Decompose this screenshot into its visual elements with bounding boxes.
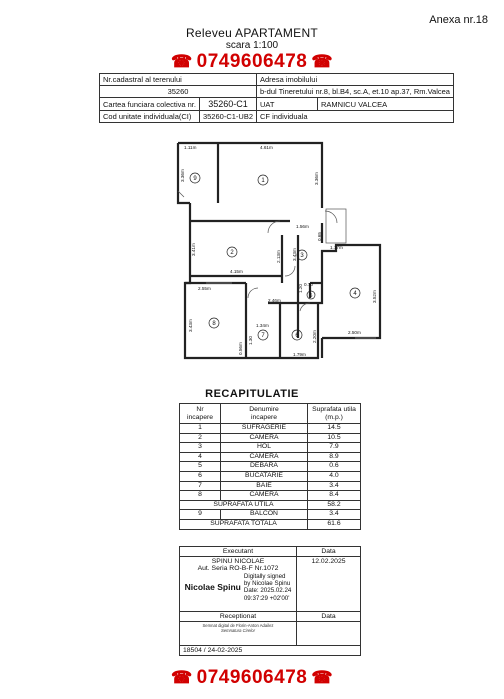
- table-row: [180, 481, 361, 491]
- room-number: 4: [353, 291, 357, 297]
- cell: 8.9: [308, 452, 361, 462]
- info-cell: CF individuala: [257, 111, 454, 123]
- recap-title: RECAPITULATIE: [205, 388, 299, 400]
- recap-table: [179, 403, 361, 530]
- executant-date: 12.02.2025: [297, 557, 361, 612]
- room-number: 6: [295, 333, 299, 339]
- dim-label: 1.20: [298, 284, 303, 293]
- info-cell: b-dul Tineretului nr.8, bl.B4, sc.A, et.10 ap.37, Rm.Valcea: [257, 86, 454, 98]
- cell: 1: [180, 424, 221, 434]
- cell: 7: [180, 481, 221, 491]
- cell: SUPRAFATA TOTALA: [180, 519, 308, 529]
- cell: BAIE: [221, 481, 308, 491]
- dim-label: 2.50m: [348, 330, 361, 335]
- info-cell: UAT: [257, 98, 318, 111]
- document-title: Releveu APARTAMENT: [185, 26, 319, 40]
- info-cell: 35260: [100, 86, 257, 98]
- cell: 4: [180, 452, 221, 462]
- cell: 8: [180, 491, 221, 501]
- dim-label: 1.56m: [296, 224, 309, 229]
- scale-label: scara 1:100: [225, 40, 279, 51]
- executant-table: [179, 546, 361, 656]
- cell: BALCON: [221, 510, 308, 520]
- cell: 61.6: [308, 519, 361, 529]
- dim-label: 3.52m: [372, 290, 377, 303]
- info-cell: Cod unitate individuala(CI): [100, 111, 200, 123]
- reception-stamp: [180, 622, 297, 646]
- cell: HOL: [221, 443, 308, 453]
- cell: 4.0: [308, 471, 361, 481]
- executant-label: Executant: [180, 547, 297, 557]
- executant-name: SPINU NICOLAE: [211, 558, 265, 565]
- info-cell: RAMNICU VALCEA: [318, 98, 454, 111]
- floor-plan: [150, 133, 390, 373]
- table-row: [180, 443, 361, 453]
- dim-label: 1.79m: [293, 352, 306, 357]
- table-row: [180, 491, 361, 501]
- dim-label: 3.41m: [191, 243, 196, 256]
- phone-number: 0749606478: [196, 667, 308, 688]
- dim-label: 2.55m: [198, 286, 211, 291]
- table-row: [180, 462, 361, 472]
- registration-footer: 18504 / 24-02-2025: [180, 646, 361, 656]
- dim-label: 4.61m: [260, 145, 273, 150]
- dim-label: 1.34m: [256, 323, 269, 328]
- signature-name: Nicolae Spinu: [184, 582, 241, 593]
- signature-line: by Nicolae Spinu: [243, 580, 291, 588]
- table-row: [180, 424, 361, 434]
- signature-line: 09:37:29 +02'00': [243, 594, 290, 602]
- room-number: 7: [261, 333, 265, 339]
- cell: CAMERA: [221, 452, 308, 462]
- dim-label: 0.70: [304, 282, 313, 287]
- cell: SUFRAGERIE: [221, 424, 308, 434]
- table-row: [180, 510, 361, 520]
- header-cell: Nr incapere: [180, 404, 221, 424]
- cell: 58.2: [308, 500, 361, 510]
- info-cell: 35260-C1-UB2: [199, 111, 256, 123]
- signature-line: Date: 2025.02.24: [243, 587, 292, 595]
- header-cell: Denumire incapere: [221, 404, 308, 424]
- cell: 0.6: [308, 462, 361, 472]
- dim-label: 2.13m: [276, 250, 281, 263]
- dim-label: 3.36m: [180, 169, 185, 182]
- stamp-line: Semnatura Cirelor: [221, 628, 255, 633]
- table-row: [180, 471, 361, 481]
- stamp-line: Semnat digital de Florin-Anton Adailez: [202, 623, 274, 628]
- cell: 14.5: [308, 424, 361, 434]
- cell: 10.5: [308, 433, 361, 443]
- phone-icon: ☎: [311, 52, 334, 71]
- dim-label: 0.65: [317, 232, 322, 241]
- table-row: [180, 500, 361, 510]
- info-cell: Cartea funciara colectiva nr.: [100, 98, 200, 111]
- info-cell: 35260-C1: [199, 98, 256, 111]
- cell: 3.4: [308, 481, 361, 491]
- receptionat-label: Receptionat: [180, 612, 297, 622]
- cell: 2: [180, 433, 221, 443]
- cell: 7.9: [308, 443, 361, 453]
- dim-label: 2.20m: [312, 330, 317, 343]
- cell: 9: [180, 510, 221, 520]
- data-label: Data: [297, 547, 361, 557]
- phone-number: 0749606478: [196, 51, 308, 72]
- signature-line: Digitally signed: [243, 573, 286, 580]
- annex-label: Anexa nr.18: [429, 14, 488, 26]
- dim-label: 3.43m: [292, 248, 297, 261]
- info-cell: Nr.cadastral al terenului: [100, 74, 257, 86]
- cell: 6: [180, 471, 221, 481]
- dim-label: 1.17m: [330, 245, 343, 250]
- authorization: Aut. Seria RO-B-F Nr.1072: [197, 565, 279, 572]
- cell: 8.4: [308, 491, 361, 501]
- cell: CAMERA: [221, 433, 308, 443]
- cell: 5: [180, 462, 221, 472]
- dim-label: 3.43m: [188, 319, 193, 332]
- cell: 3.4: [308, 510, 361, 520]
- dim-label: 1.11m: [184, 145, 197, 150]
- dim-label: 1.30: [248, 336, 253, 345]
- data-label-2: Data: [297, 612, 361, 622]
- room-number: 2: [230, 250, 234, 256]
- dim-label: 0.56m: [238, 342, 243, 355]
- phone-icon: ☎: [170, 52, 193, 71]
- dim-label: 3.36m: [314, 172, 319, 185]
- room-number: 5: [309, 293, 313, 299]
- cell: BUCATARIE: [221, 471, 308, 481]
- room-number: 9: [193, 176, 197, 182]
- phone-banner-bottom: [0, 667, 504, 689]
- phone-icon: ☎: [170, 668, 193, 687]
- signature-cell: [180, 557, 297, 612]
- cadastral-info-table: [99, 73, 454, 123]
- room-number: 8: [212, 321, 216, 327]
- cell: DEBARA: [221, 462, 308, 472]
- info-cell: Adresa imobilului: [257, 74, 454, 86]
- phone-icon: ☎: [311, 668, 334, 687]
- dim-label: 2.46m: [268, 298, 281, 303]
- room-number: 1: [261, 178, 265, 184]
- phone-banner-top: [0, 51, 504, 73]
- table-row: [180, 433, 361, 443]
- room-number: 3: [300, 253, 304, 259]
- cell: 3: [180, 443, 221, 453]
- cell: CAMERA: [221, 491, 308, 501]
- header-cell: Suprafata utila (m.p.): [308, 404, 361, 424]
- table-row: [180, 519, 361, 529]
- dim-label: 4.15m: [230, 269, 243, 274]
- cell: SUPRAFATA UTILA: [180, 500, 308, 510]
- table-row: [180, 452, 361, 462]
